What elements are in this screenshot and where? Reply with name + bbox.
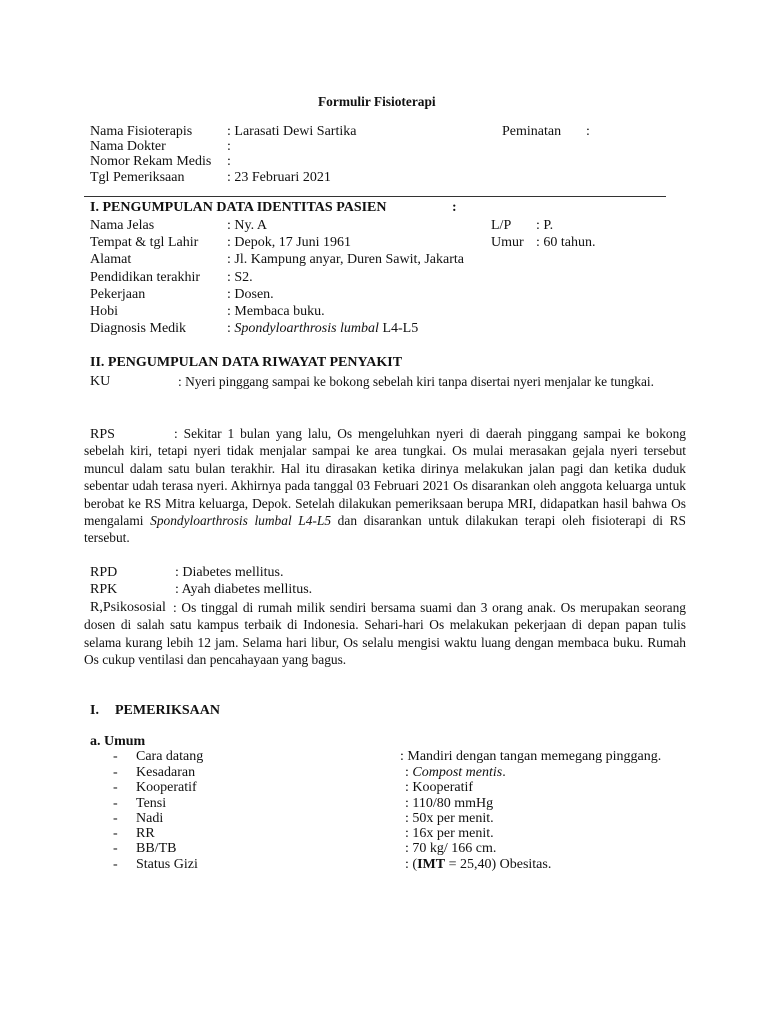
kesadaran-italic: Compost mentis xyxy=(412,765,503,780)
tensi-value: : 110/80 mmHg xyxy=(405,796,494,811)
item-dash: - xyxy=(113,796,118,811)
kesadaran-end: . xyxy=(502,765,506,780)
diagnosis-colon: : xyxy=(227,321,231,336)
nama-dokter-value: : xyxy=(227,139,231,154)
section2-title: II. PENGUMPULAN DATA RIWAYAT PENYAKIT xyxy=(90,355,403,370)
lp-label: L/P xyxy=(491,218,512,233)
ku-text: : Nyeri pinggang sampai ke bokong sebelah kiri tanpa disertai nyeri menjalar ke tungkai. xyxy=(178,374,654,389)
cara-datang-label: Cara datang xyxy=(136,749,204,764)
ku-label: KU xyxy=(90,374,111,389)
section3-subtitle: a. Umum xyxy=(90,734,146,749)
kooperatif-value: : Kooperatif xyxy=(405,780,474,795)
nama-fisioterapis-label: Nama Fisioterapis xyxy=(90,124,193,139)
section1-colon: : xyxy=(452,200,457,215)
pendidikan-value: : S2. xyxy=(227,270,253,285)
cara-datang-value: : Mandiri dengan tangan memegang pinggang. xyxy=(400,749,662,764)
bbtb-label: BB/TB xyxy=(136,841,177,856)
status-gizi-bold: IMT xyxy=(417,857,446,872)
item-dash: - xyxy=(113,780,118,795)
item-dash: - xyxy=(113,749,118,764)
section3-number: I. xyxy=(90,703,99,718)
status-gizi-end: = 25,40) Obesitas. xyxy=(445,857,552,872)
rpk-value: : Ayah diabetes mellitus. xyxy=(175,582,313,597)
diagnosis-value xyxy=(227,320,418,337)
kesadaran-label: Kesadaran xyxy=(136,765,196,780)
nama-fisioterapis-value: : Larasati Dewi Sartika xyxy=(227,124,357,139)
nama-jelas-value: : Ny. A xyxy=(227,218,267,233)
rps-body: : Sekitar 1 bulan yang lalu, Os mengeluhkan nyeri di daerah pinggang sampai ke bokong sebelah kiri, tetapi nyeri tidak menjalar sampai ke area tungkai. Os mulai merasakan gejala nyeri tersebut muncul dalam satu bulan terakhir. Hal itu dirasakan ketika dirinya melakukan jalan pagi dan ketika duduk sebentar udah terasa nyeri. Akhirnya pada tanggal 03 Februari 2021 Os disarankan oleh anggota keluarga untuk berobat ke RS Mitra keluarga, Depok. Setelah dilakukan pemeriksaan berupa MRI, didapatkan hasil bahwa Os mengalami xyxy=(84,426,686,529)
item-dash: - xyxy=(113,811,118,826)
item-dash: - xyxy=(113,765,118,780)
umur-label: Umur xyxy=(491,235,524,250)
nama-dokter-label: Nama Dokter xyxy=(90,139,166,154)
pekerjaan-label: Pekerjaan xyxy=(90,287,146,302)
lp-value: : P. xyxy=(536,218,554,233)
kesadaran-colon: : xyxy=(405,765,413,780)
rpd-label: RPD xyxy=(90,565,118,580)
tgl-pemeriksaan-value: : 23 Februari 2021 xyxy=(227,170,331,185)
rr-value: : 16x per menit. xyxy=(405,826,494,841)
rps-end: dan disarankan untuk dilakukan terapi oleh fisioterapi di RS tersebut. xyxy=(84,513,686,546)
pendidikan-label: Pendidikan terakhir xyxy=(90,270,201,285)
rps-text xyxy=(84,425,686,547)
status-gizi-label: Status Gizi xyxy=(136,857,198,872)
bbtb-value: : 70 kg/ 166 cm. xyxy=(405,841,497,856)
rps-label: RPS xyxy=(90,427,115,442)
diagnosis-label: Diagnosis Medik xyxy=(90,321,187,336)
status-gizi-value xyxy=(405,856,551,873)
item-dash: - xyxy=(113,857,118,872)
psikososial-label: R,Psikososial xyxy=(90,600,166,615)
tempat-tgl-lahir-label: Tempat & tgl Lahir xyxy=(90,235,199,250)
page-title: Formulir Fisioterapi xyxy=(318,94,436,109)
psikososial-text: : Os tinggal di rumah milik sendiri bersama suami dan 3 orang anak. Os merupakan seorang dosen di salah satu kampus terbaik di Indonesia. Sehari-hari Os melakukan pekerjaan di depan papan tulis selama kurang lebih 12 jam. Selama hari libur, Os selalu mengisi waktu luang dengan membaca buku. Rumah Os cukup ventilasi dan pencahayaan yang bagus. xyxy=(84,600,686,668)
diagnosis-italic: Spondyloarthrosis lumbal xyxy=(234,321,379,336)
alamat-value: : Jl. Kampung anyar, Duren Sawit, Jakarta xyxy=(227,252,464,267)
rps-italic: Spondyloarthrosis lumbal L4-L5 xyxy=(150,513,332,529)
section3-title: PEMERIKSAAN xyxy=(115,703,221,718)
status-gizi-open: : ( xyxy=(405,857,418,872)
item-dash: - xyxy=(113,826,118,841)
tensi-label: Tensi xyxy=(136,796,167,811)
nadi-label: Nadi xyxy=(136,811,164,826)
rpd-value: : Diabetes mellitus. xyxy=(175,565,284,580)
pekerjaan-value: : Dosen. xyxy=(227,287,274,302)
nama-jelas-label: Nama Jelas xyxy=(90,218,155,233)
alamat-label: Alamat xyxy=(90,252,132,267)
tgl-pemeriksaan-label: Tgl Pemeriksaan xyxy=(90,170,185,185)
nomor-rekam-medis-label: Nomor Rekam Medis xyxy=(90,154,212,169)
diagnosis-rest: L4-L5 xyxy=(378,321,419,336)
hobi-value: : Membaca buku. xyxy=(227,304,325,319)
rpk-label: RPK xyxy=(90,582,118,597)
section1-title: I. PENGUMPULAN DATA IDENTITAS PASIEN xyxy=(90,200,387,215)
peminatan-label: Peminatan xyxy=(502,124,562,139)
tempat-tgl-lahir-value: : Depok, 17 Juni 1961 xyxy=(227,235,352,250)
peminatan-value: : xyxy=(586,124,590,139)
umur-value: : 60 tahun. xyxy=(536,235,596,250)
item-dash: - xyxy=(113,841,118,856)
hobi-label: Hobi xyxy=(90,304,118,319)
divider-line xyxy=(84,196,666,197)
kooperatif-label: Kooperatif xyxy=(136,780,197,795)
nadi-value: : 50x per menit. xyxy=(405,811,494,826)
nomor-rekam-medis-value: : xyxy=(227,154,231,169)
rr-label: RR xyxy=(136,826,155,841)
